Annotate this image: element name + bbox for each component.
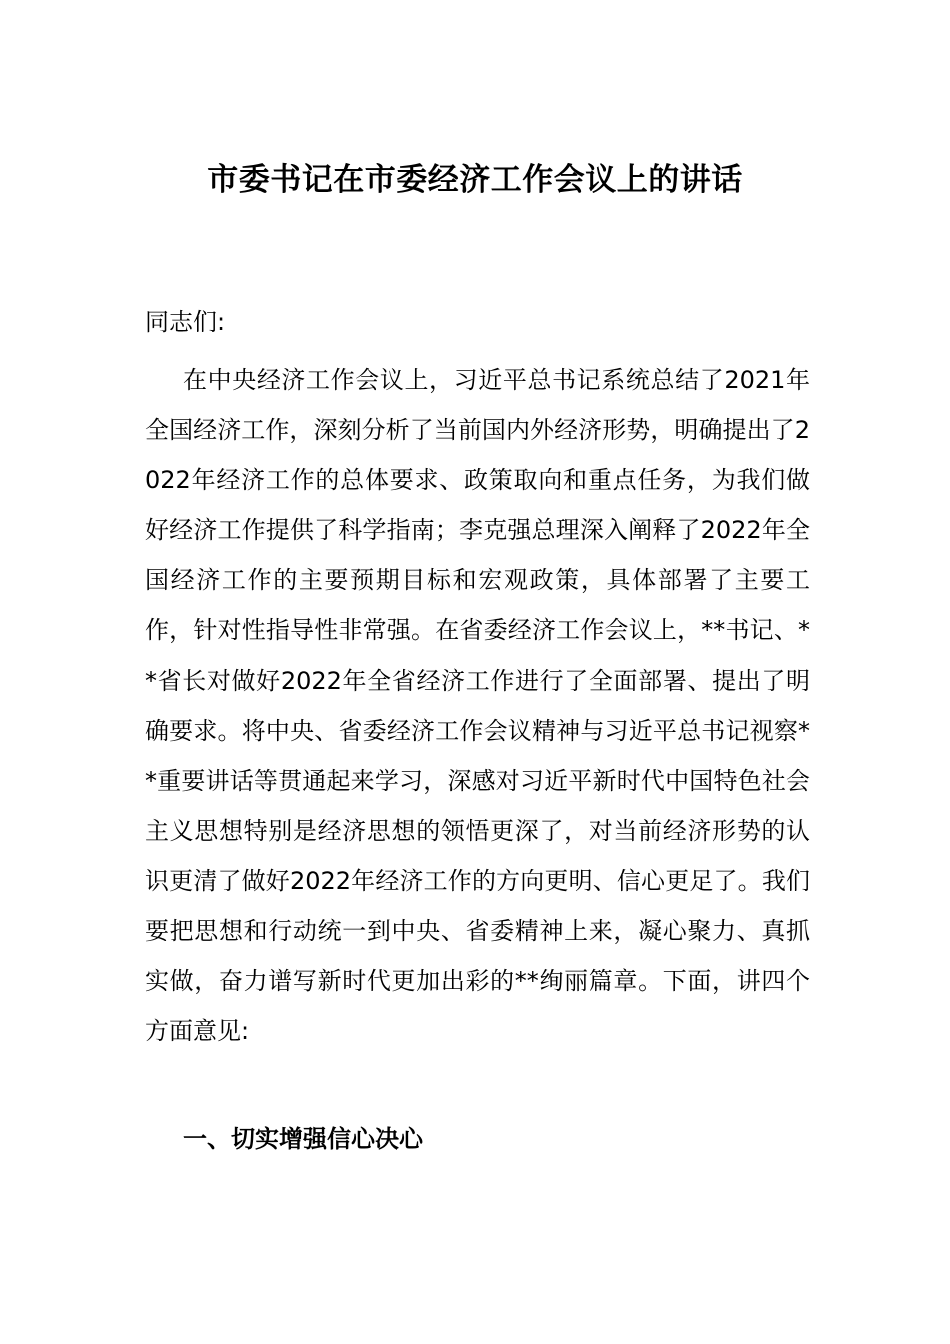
section-heading: 一、切实增强信心决心 (183, 1125, 423, 1153)
document-title: 市委书记在市委经济工作会议上的讲话 (207, 162, 743, 198)
body-paragraph: 在中央经济工作会议上，习近平总书记系统总结了2021年全国经济工作，深刻分析了当前国内外经济形势，明确提出了2022年经济工作的总体要求、政策取向和重点任务，为我们做好经济工作提供了科学指南；李克强总理深入阐释了2022年全国经济工作的主要预期目标和宏观政策，具体部署了主要工作，针对性指导性非常强。在省委经济工作会议上，**书记、**省长对做好2022年全省经济工作进行了全面部署、提出了明确要求。将中央、省委经济工作会议精神与习近平总书记视察**重要讲话等贯通起来学习，深感对习近平新时代中国特色社会主义思想特别是经济思想的领悟更深了，对当前经济形势的认识更清了做好2022年经济工作的方向更明、信心更足了。我们要把思想和行动统一到中央、省委精神上来，凝心聚力、真抓实做，奋力谱写新时代更加出彩的**绚丽篇章。下面，讲四个方面意见: (145, 366, 810, 1046)
salutation: 同志们: (145, 308, 226, 336)
